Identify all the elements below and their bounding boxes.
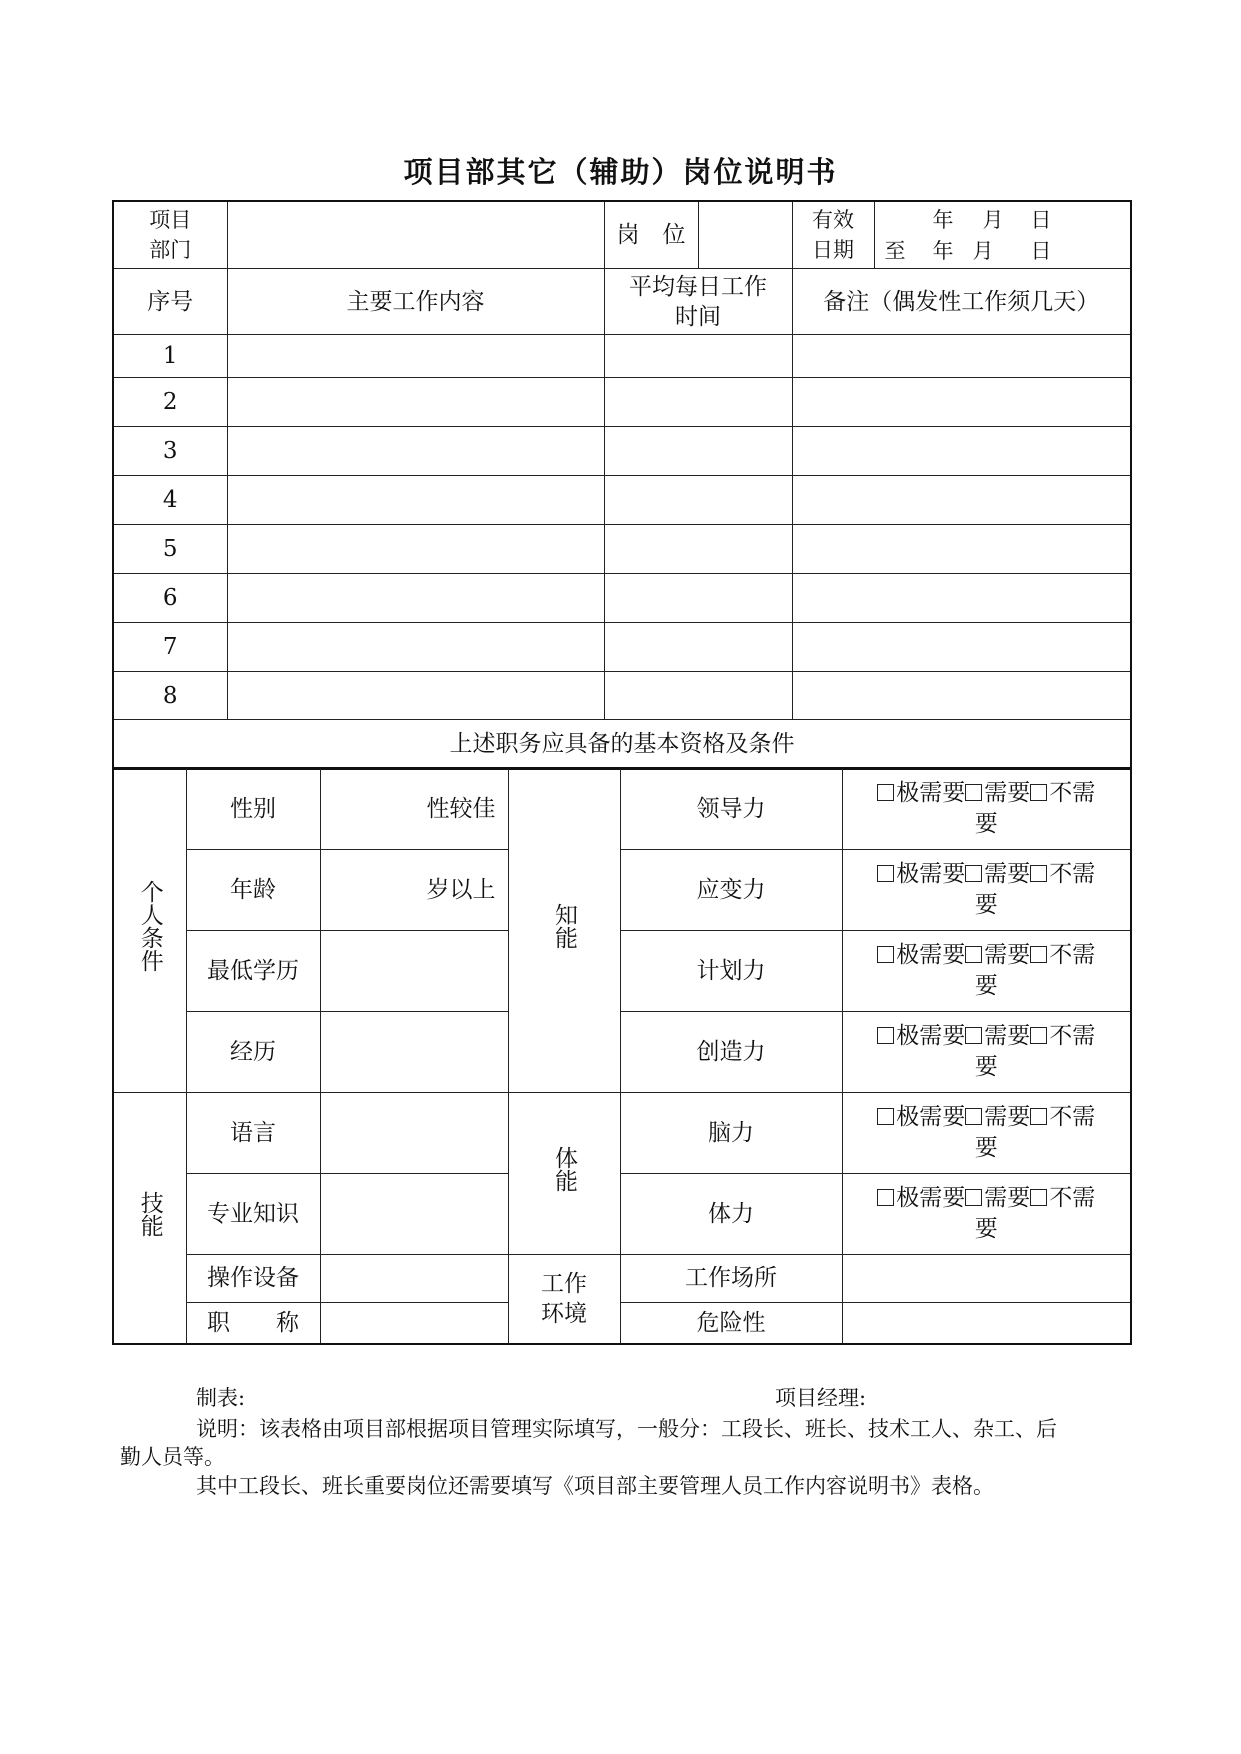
task-row-no: 1: [113, 335, 227, 378]
gender-field[interactable]: 性较佳: [320, 768, 508, 849]
valid-date-field[interactable]: [874, 201, 1131, 269]
task-time-cell[interactable]: [604, 335, 792, 378]
leadership-options[interactable]: 极需要 需要 不需 要: [842, 768, 1131, 849]
qualification-section-title: 上述职务应具备的基本资格及条件: [113, 720, 1131, 769]
note-line-3: 其中工段长、班长重要岗位还需要填写《项目部主要管理人员工作内容说明书》表格。: [196, 1474, 994, 1498]
planning-options[interactable]: 极需要 需要 不需 要: [842, 930, 1131, 1011]
environment-label: 工作 环境: [508, 1254, 620, 1344]
checkbox-extreme[interactable]: [877, 784, 894, 801]
checkbox-no-need[interactable]: [1030, 1189, 1047, 1206]
checkbox-no-need[interactable]: [1030, 1108, 1047, 1125]
gender-label: 性别: [186, 768, 320, 849]
checkbox-extreme[interactable]: [877, 1189, 894, 1206]
task-row-no: 6: [113, 574, 227, 623]
task-content-cell[interactable]: [227, 335, 604, 378]
checkbox-extreme[interactable]: [877, 946, 894, 963]
date-day: 日: [1030, 208, 1052, 232]
post-label: 岗 位: [604, 201, 698, 269]
strength-label: 体力: [620, 1173, 842, 1254]
checkbox-need[interactable]: [965, 1108, 982, 1125]
checkbox-need[interactable]: [965, 1189, 982, 1206]
task-time-cell[interactable]: [604, 623, 792, 672]
header-task-table: [112, 200, 1132, 770]
age-field[interactable]: 岁以上: [320, 849, 508, 930]
title-rank-field[interactable]: [320, 1302, 508, 1344]
col-content-header: 主要工作内容: [227, 269, 604, 335]
col-time-header: 平均每日工作 时间: [604, 269, 792, 335]
col-note-header: 备注（偶发性工作须几天）: [792, 269, 1131, 335]
note-line-2: 勤人员等。: [120, 1445, 225, 1469]
date-year-2: 年: [932, 239, 954, 263]
task-note-cell[interactable]: [792, 335, 1131, 378]
creativity-options[interactable]: 极需要 需要 不需 要: [842, 1011, 1131, 1092]
task-time-cell[interactable]: [604, 574, 792, 623]
checkbox-extreme[interactable]: [877, 1027, 894, 1044]
task-row-no: 3: [113, 427, 227, 476]
task-content-cell[interactable]: [227, 574, 604, 623]
equipment-field[interactable]: [320, 1254, 508, 1302]
task-time-cell[interactable]: [604, 525, 792, 574]
task-content-cell[interactable]: [227, 525, 604, 574]
note-line-1: 说明：该表格由项目部根据项目管理实际填写，一般分：工段长、班长、技术工人、杂工、后: [196, 1417, 1057, 1441]
education-field[interactable]: [320, 930, 508, 1011]
language-field[interactable]: [320, 1092, 508, 1173]
task-note-cell[interactable]: [792, 378, 1131, 427]
made-by-label: 制表:: [196, 1386, 246, 1410]
task-row-no: 8: [113, 672, 227, 720]
title-rank-label: 职 称: [186, 1302, 320, 1344]
brain-options[interactable]: 极需要 需要 不需 要: [842, 1092, 1131, 1173]
date-day-2: 日: [1030, 239, 1052, 263]
experience-label: 经历: [186, 1011, 320, 1092]
task-time-cell[interactable]: [604, 672, 792, 720]
dept-label: 项目 部门: [113, 201, 227, 269]
valid-date-label: 有效 日期: [792, 201, 874, 269]
date-to: 至: [884, 239, 906, 263]
task-content-cell[interactable]: [227, 672, 604, 720]
task-note-cell[interactable]: [792, 672, 1131, 720]
checkbox-need[interactable]: [965, 1027, 982, 1044]
qualification-table: [112, 767, 1132, 1345]
task-time-cell[interactable]: [604, 427, 792, 476]
expertise-field[interactable]: [320, 1173, 508, 1254]
task-row-no: 4: [113, 476, 227, 525]
planning-label: 计划力: [620, 930, 842, 1011]
date-month: 月: [982, 208, 1004, 232]
date-year: 年: [932, 208, 954, 232]
skills-label: 技能: [113, 1092, 186, 1344]
task-row-no: 7: [113, 623, 227, 672]
dept-field[interactable]: [227, 201, 604, 269]
task-time-cell[interactable]: [604, 476, 792, 525]
checkbox-no-need[interactable]: [1030, 946, 1047, 963]
col-no-header: 序号: [113, 269, 227, 335]
knowledge-label: 知能: [508, 768, 620, 1092]
checkbox-need[interactable]: [965, 784, 982, 801]
strength-options[interactable]: 极需要 需要 不需 要: [842, 1173, 1131, 1254]
task-content-cell[interactable]: [227, 427, 604, 476]
checkbox-no-need[interactable]: [1030, 865, 1047, 882]
danger-field[interactable]: [842, 1302, 1131, 1344]
task-note-cell[interactable]: [792, 427, 1131, 476]
task-content-cell[interactable]: [227, 378, 604, 427]
workplace-label: 工作场所: [620, 1254, 842, 1302]
checkbox-need[interactable]: [965, 946, 982, 963]
post-field[interactable]: [698, 201, 792, 269]
brain-label: 脑力: [620, 1092, 842, 1173]
task-content-cell[interactable]: [227, 623, 604, 672]
physical-label: 体能: [508, 1092, 620, 1254]
manager-label: 项目经理:: [775, 1386, 867, 1410]
task-content-cell[interactable]: [227, 476, 604, 525]
equipment-label: 操作设备: [186, 1254, 320, 1302]
task-time-cell[interactable]: [604, 378, 792, 427]
page-title: 项目部其它（辅助）岗位说明书: [403, 155, 838, 189]
checkbox-need[interactable]: [965, 865, 982, 882]
checkbox-no-need[interactable]: [1030, 1027, 1047, 1044]
workplace-field[interactable]: [842, 1254, 1131, 1302]
adaptability-label: 应变力: [620, 849, 842, 930]
experience-field[interactable]: [320, 1011, 508, 1092]
checkbox-extreme[interactable]: [877, 1108, 894, 1125]
expertise-label: 专业知识: [186, 1173, 320, 1254]
leadership-label: 领导力: [620, 768, 842, 849]
date-month-2: 月: [972, 239, 994, 263]
task-row-no: 2: [113, 378, 227, 427]
language-label: 语言: [186, 1092, 320, 1173]
checkbox-extreme[interactable]: [877, 865, 894, 882]
adaptability-options[interactable]: 极需要 需要 不需 要: [842, 849, 1131, 930]
education-label: 最低学历: [186, 930, 320, 1011]
task-note-cell[interactable]: [792, 476, 1131, 525]
personal-conditions-label: 个人条件: [113, 768, 186, 1092]
creativity-label: 创造力: [620, 1011, 842, 1092]
age-label: 年龄: [186, 849, 320, 930]
job-description-form: [112, 200, 1130, 1345]
task-row-no: 5: [113, 525, 227, 574]
task-note-cell[interactable]: [792, 574, 1131, 623]
danger-label: 危险性: [620, 1302, 842, 1344]
task-note-cell[interactable]: [792, 525, 1131, 574]
checkbox-no-need[interactable]: [1030, 784, 1047, 801]
task-note-cell[interactable]: [792, 623, 1131, 672]
